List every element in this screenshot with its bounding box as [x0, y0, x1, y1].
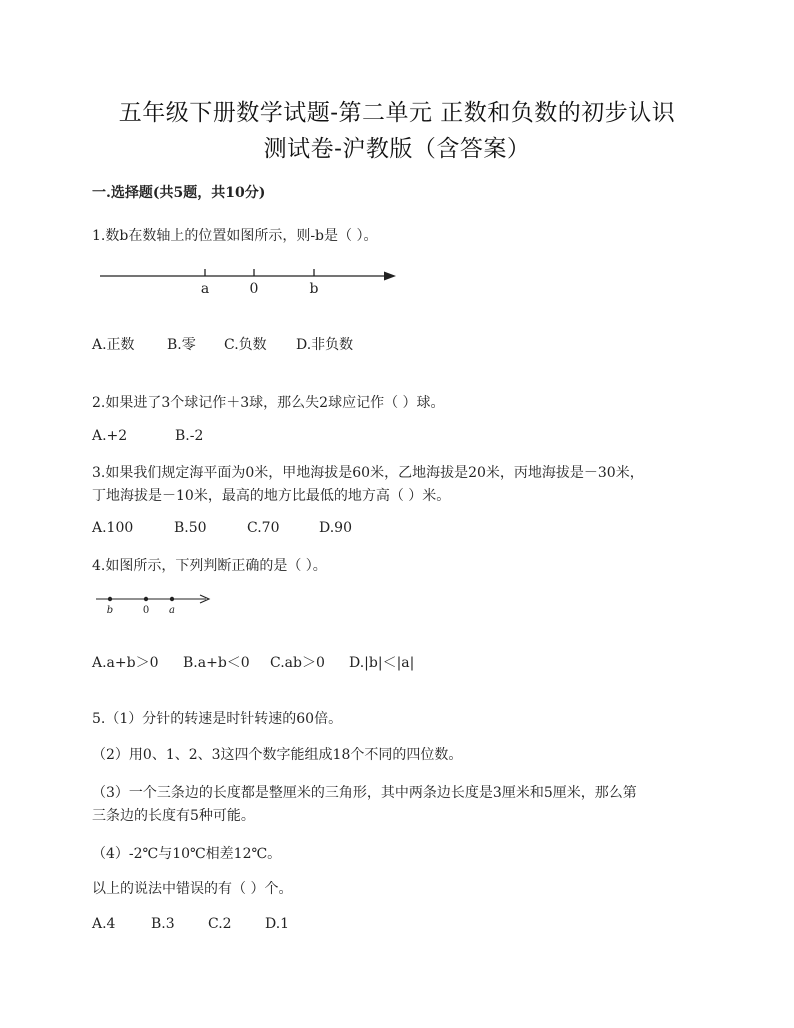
question-3-line1: 3.如果我们规定海平面为0米，甲地海拔是60米，乙地海拔是20米，丙地海拔是－30米， — [92, 465, 644, 481]
axis-label-a: a — [169, 605, 175, 616]
q4-option-b: B.a+b＜0 — [183, 655, 250, 671]
question-4-text: 4.如图所示，下列判断正确的是（ ）。 — [92, 558, 327, 574]
q4-option-a: A.a+b＞0 — [92, 655, 159, 671]
question-5-line1: 5.（1）分针的转速是时针转速的60倍。 — [92, 711, 343, 727]
q2-option-a: A.+2 — [92, 428, 128, 444]
axis-arrow-icon — [384, 272, 396, 281]
question-5-line4: 三条边的长度有5种可能。 — [92, 808, 255, 824]
question-5-line6: 以上的说法中错误的有（ ）个。 — [92, 881, 293, 897]
point-b — [108, 597, 112, 601]
page-title-line2: 测试卷-沪教版（含答案） — [263, 136, 531, 162]
q4-option-d: D.|b|＜|a| — [349, 655, 415, 671]
q1-option-b: B.零 — [167, 337, 196, 353]
question-5-line3: （3）一个三条边的长度都是整厘米的三角形，其中两条边长度是3厘米和5厘米，那么第 — [92, 785, 637, 801]
q1-option-a: A.正数 — [92, 337, 135, 353]
q5-option-b: B.3 — [151, 916, 175, 932]
section-heading: 一.选择题(共5题，共10分) — [92, 185, 266, 201]
page-title-line1: 五年级下册数学试题-第二单元 正数和负数的初步认识 — [118, 100, 676, 126]
question-1-text: 1.数b在数轴上的位置如图所示，则-b是（ ）。 — [92, 228, 378, 244]
axis-label-b: b — [309, 281, 319, 296]
point-a — [170, 597, 174, 601]
q3-option-a: A.100 — [92, 520, 134, 536]
q3-option-c: C.70 — [247, 520, 280, 536]
q1-option-c: C.负数 — [224, 337, 267, 353]
q3-option-d: D.90 — [319, 520, 352, 536]
axis-label-0: 0 — [142, 605, 150, 616]
axis-label-a: a — [200, 281, 210, 296]
q5-option-d: D.1 — [265, 916, 290, 932]
q5-option-a: A.4 — [92, 916, 116, 932]
q2-option-b: B.-2 — [175, 428, 204, 444]
q5-option-c: C.2 — [208, 916, 232, 932]
axis-label-0: 0 — [249, 281, 259, 296]
question-3-line2: 丁地海拔是－10米，最高的地方比最低的地方高（ ）米。 — [92, 488, 451, 504]
question-5-line2: （2）用0、1、2、3这四个数字能组成18个不同的四位数。 — [92, 747, 463, 763]
question-1-number-line — [96, 262, 406, 296]
question-4-number-line — [94, 590, 218, 616]
q1-option-d: D.非负数 — [296, 337, 354, 353]
q4-option-c: C.ab＞0 — [270, 655, 325, 671]
question-5-line5: （4）-2℃与10℃相差12℃。 — [92, 846, 282, 862]
question-2-text: 2.如果进了3个球记作＋3球，那么失2球应记作（ ）球。 — [92, 395, 445, 411]
q3-option-b: B.50 — [174, 520, 207, 536]
point-0 — [144, 597, 148, 601]
axis-label-b: b — [106, 605, 114, 616]
